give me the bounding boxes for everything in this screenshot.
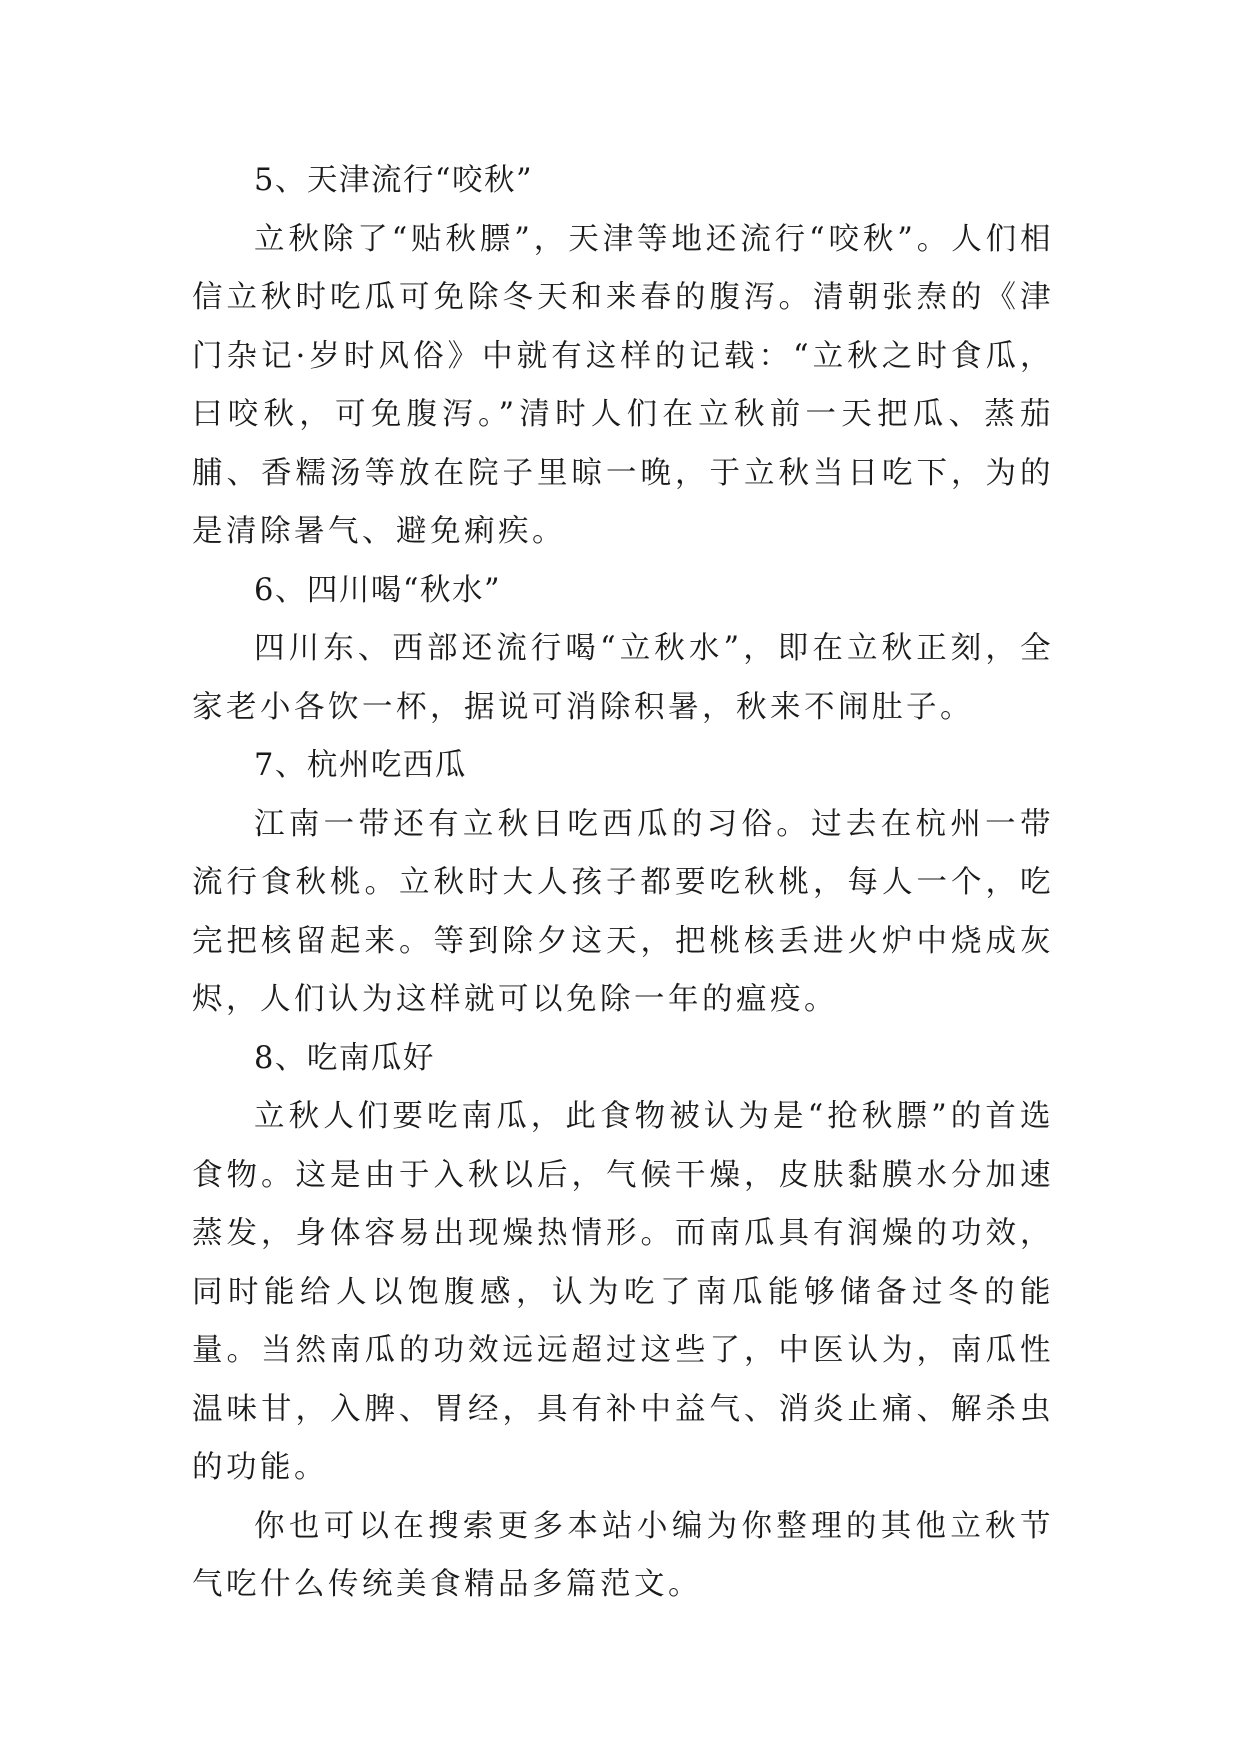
section-heading-6: 6、四川喝“秋水” bbox=[254, 572, 502, 608]
section-body-7: 江南一带还有立秋日吃西瓜的习俗。过去在杭州一带流行食秋桃。立秋时大人孩子都要吃秋桃，每人一个，吃完把核留起来。等到除夕这天，把桃核丢进火炉中烧成灰烬，人们认为这样就可以免除一年的瘟疫。 bbox=[192, 806, 1054, 1017]
section-body-8: 立秋人们要吃南瓜，此食物被认为是“抢秋膘”的首选食物。这是由于入秋以后，气候干燥，皮肤黏膜水分加速蒸发，身体容易出现燥热情形。而南瓜具有润燥的功效，同时能给人以饱腹感，认为吃了南瓜能够储备过冬的能量。当然南瓜的功效远远超过这些了，中医认为，南瓜性温味甘，入脾、胃经，具有补中益气、消炎止痛、解杀虫的功能。 bbox=[192, 1099, 1054, 1485]
section-heading-7: 7、杭州吃西瓜 bbox=[254, 748, 467, 783]
closing-paragraph: 你也可以在搜索更多本站小编为你整理的其他立秋节气吃什么传统美食精品多篇范文。 bbox=[192, 1508, 1054, 1602]
section-body-6: 四川东、西部还流行喝“立秋水”，即在立秋正刻，全家老小各饮一杯，据说可消除积暑，秋来不闹肚子。 bbox=[192, 631, 1054, 725]
section-body-5: 立秋除了“贴秋膘”，天津等地还流行“咬秋”。人们相信立秋时吃瓜可免除冬天和来春的腹泻。清朝张焘的《津门杂记·岁时风俗》中就有这样的记载：“立秋之时食瓜，曰咬秋，可免腹泻。”清时人们在立秋前一天把瓜、蒸茄脯、香糯汤等放在院子里晾一晚，于立秋当日吃下，为的是清除暑气、避免痢疾。 bbox=[192, 221, 1054, 549]
section-heading-5: 5、天津流行“咬秋” bbox=[254, 163, 534, 198]
document-page bbox=[192, 152, 1054, 1615]
section-heading-8: 8、吃南瓜好 bbox=[254, 1040, 435, 1076]
